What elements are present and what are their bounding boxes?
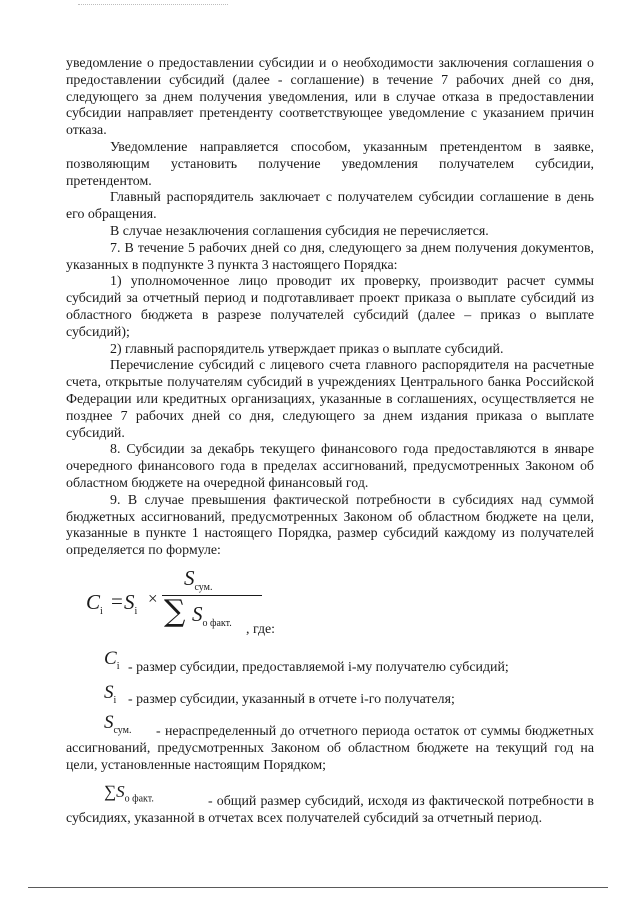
scan-artifact-bottom-line [28, 887, 608, 888]
symbol-s-sum: $S_{сум.}$ [104, 711, 132, 736]
formula-s-i: $S_i$ [124, 589, 138, 618]
paragraph: 9. В случае превышения фактической потребности в субсидиях над суммой бюджетных ассигнований, предусмотренных Законом об областном бюджете на цели, указанные в пункте 1 настоящего Порядка, размер субсидий каждому из получателей определяется по формуле: [66, 492, 594, 559]
paragraph: 7. В течение 5 рабочих дней со дня, следующего за днем получения документов, указанных в подпункте 3 пункта 3 настоящего Порядка: [66, 240, 594, 273]
paragraph: Главный распорядитель заключает с получателем субсидии соглашение в день его обращения. [66, 190, 594, 223]
formula-s-sum: $S_{сум.}$ [184, 565, 213, 594]
definition-text: - нераспределенный до отчетного периода остаток от суммы бюджетных ассигнований, предусмотренных Законом об областном бюджете на текущий год на цели, установленные настоящим Порядком; [66, 723, 594, 773]
formula-times: × [148, 588, 158, 608]
paragraph: Уведомление направляется способом, указанным претендентом в заявке, позволяющим установить получение уведомления получателем субсидии, претендентом. [66, 139, 594, 189]
paragraph: В случае незаключения соглашения субсидия не перечисляется. [110, 223, 489, 239]
subsidy-formula [66, 562, 594, 640]
formula-c: $C_i$ [86, 589, 103, 618]
paragraph: 1) уполномоченное лицо проводит их проверку, производит расчет суммы субсидий за отчетный период и подготавливает проект приказа о выплате субсидий из областного бюджета в разрезе получателей субсидий (далее – приказ о выплате субсидий); [66, 274, 594, 340]
definition-text: - размер субсидии, указанный в отчете i-го получателя; [128, 691, 455, 707]
formula-s-fact: $S_{о факт.}$ [192, 601, 232, 630]
symbol-c-i: $C_i$ [104, 647, 120, 672]
formula-where: , где: [246, 621, 276, 637]
formula-equals: = [111, 588, 123, 613]
symbol-s-i: $S_i$ [104, 681, 117, 706]
symbol-sum-s-fact: $\sum S_{о факт.}$ [104, 781, 154, 805]
paragraph: 8. Субсидии за декабрь текущего финансового года предоставляются в январе очередного финансового года в пределах ассигнований, предусмотренных Законом об областном бюджете на очередной финансовый год. [66, 442, 594, 491]
definition-text: - размер субсидии, предоставляемой i-му получателю субсидий; [128, 659, 509, 675]
definition-sum-s-fact [66, 782, 594, 834]
definition-c-i [66, 648, 594, 682]
definition-s-i [66, 682, 594, 712]
definition-s-sum [66, 712, 594, 776]
document-page [66, 56, 594, 834]
scan-artifact-top [78, 4, 228, 6]
paragraph: уведомление о предоставлении субсидии и о необходимости заключения соглашения о предоставлении субсидий (далее - соглашение) в течение 7 рабочих дней со дня, следующего за днем получения уведомления, или в случае отказа в предоставлении субсидии направляет претенденту соответствующее уведомление с указанием причин отказа. [66, 56, 594, 139]
paragraph: Перечисление субсидий с лицевого счета главного распорядителя на расчетные счета, открытые получателям субсидий в учреждениях Центрального банка Российской Федерации или кредитных организациях, указанные в соглашениях, осуществляется не позднее 7 рабочих дней со дня, следующего за днем издания приказа о выплате субсидий. [66, 358, 594, 441]
paragraph: 2) главный распорядитель утверждает приказ о выплате субсидий. [110, 341, 504, 357]
sigma-icon: ∑ [164, 593, 186, 629]
definition-text: - общий размер субсидий, исходя из фактической потребности в субсидиях, указанной в отчетах всех получателей субсидий за отчетный период. [66, 793, 594, 826]
